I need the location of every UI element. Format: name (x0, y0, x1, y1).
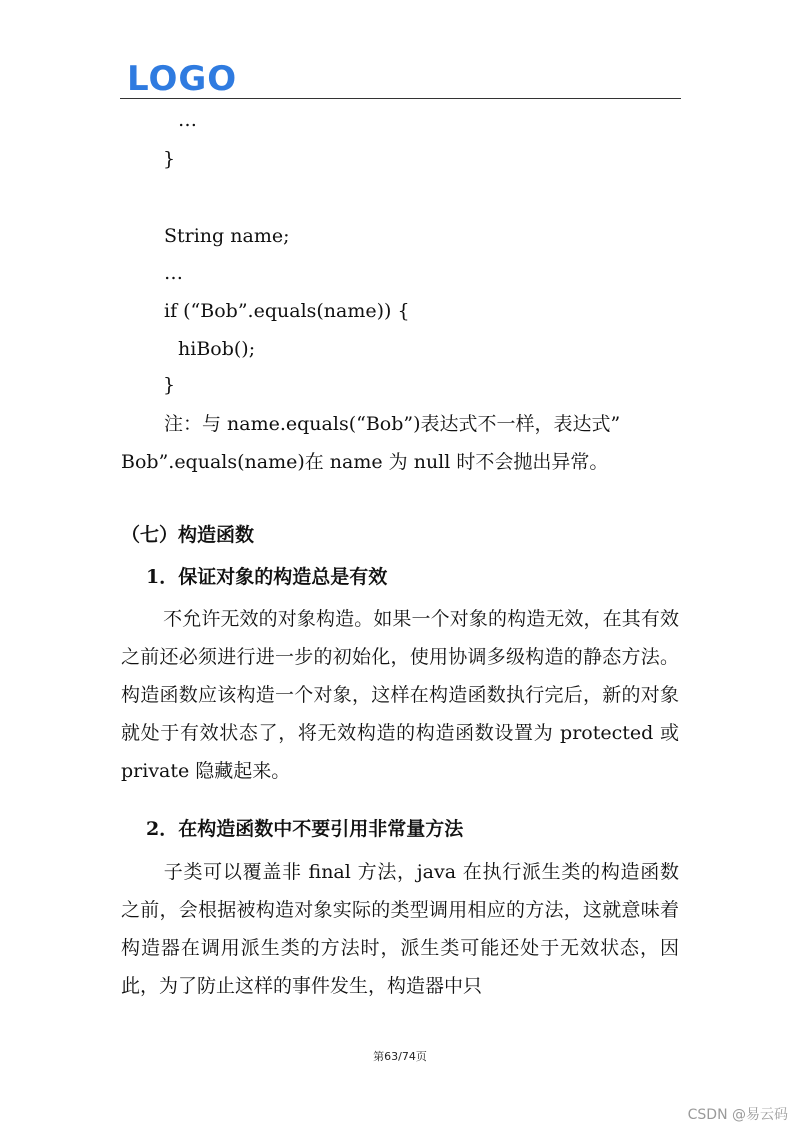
note-line: Bob”.equals(name)在 name 为 null 时不会抛出异常。 (121, 451, 609, 473)
logo: LOGO (127, 59, 238, 99)
subsection-heading: 2．在构造函数中不要引用非常量方法 (146, 818, 464, 840)
code-brace-close: } (163, 374, 176, 396)
code-ellipsis: … (178, 109, 197, 131)
code-if-statement: if (“Bob”.equals(name)) { (164, 300, 410, 322)
watermark: CSDN @易云码 (687, 1107, 788, 1123)
code-method-call: hiBob(); (178, 338, 256, 360)
code-ellipsis: … (164, 262, 183, 284)
body-paragraph: 不允许无效的对象构造。如果一个对象的构造无效，在其有效之前还必须进行进一步的初始化，使用协调多级构造的静态方法。构造函数应该构造一个对象，这样在构造函数执行完后，新的对象就处于有效状态了，将无效构造的构造函数设置为 protected 或 private 隐藏起来。 (121, 608, 679, 782)
header-rule (120, 98, 681, 99)
code-brace-close: } (163, 148, 176, 170)
section-title: （七）构造函数 (121, 524, 255, 546)
body-paragraph: 子类可以覆盖非 final 方法，java 在执行派生类的构造函数之前，会根据被构造对象实际的类型调用相应的方法，这就意味着构造器在调用派生类的方法时，派生类可能还处于无效状态，因此，为了防止这样的事件发生，构造器中只 (121, 861, 679, 997)
code-string-declaration: String name; (164, 225, 290, 247)
page-number: 第63/74页 (373, 1050, 427, 1063)
subsection-heading: 1．保证对象的构造总是有效 (146, 566, 388, 588)
note-line: 注：与 name.equals(“Bob”)表达式不一样，表达式” (164, 413, 621, 435)
